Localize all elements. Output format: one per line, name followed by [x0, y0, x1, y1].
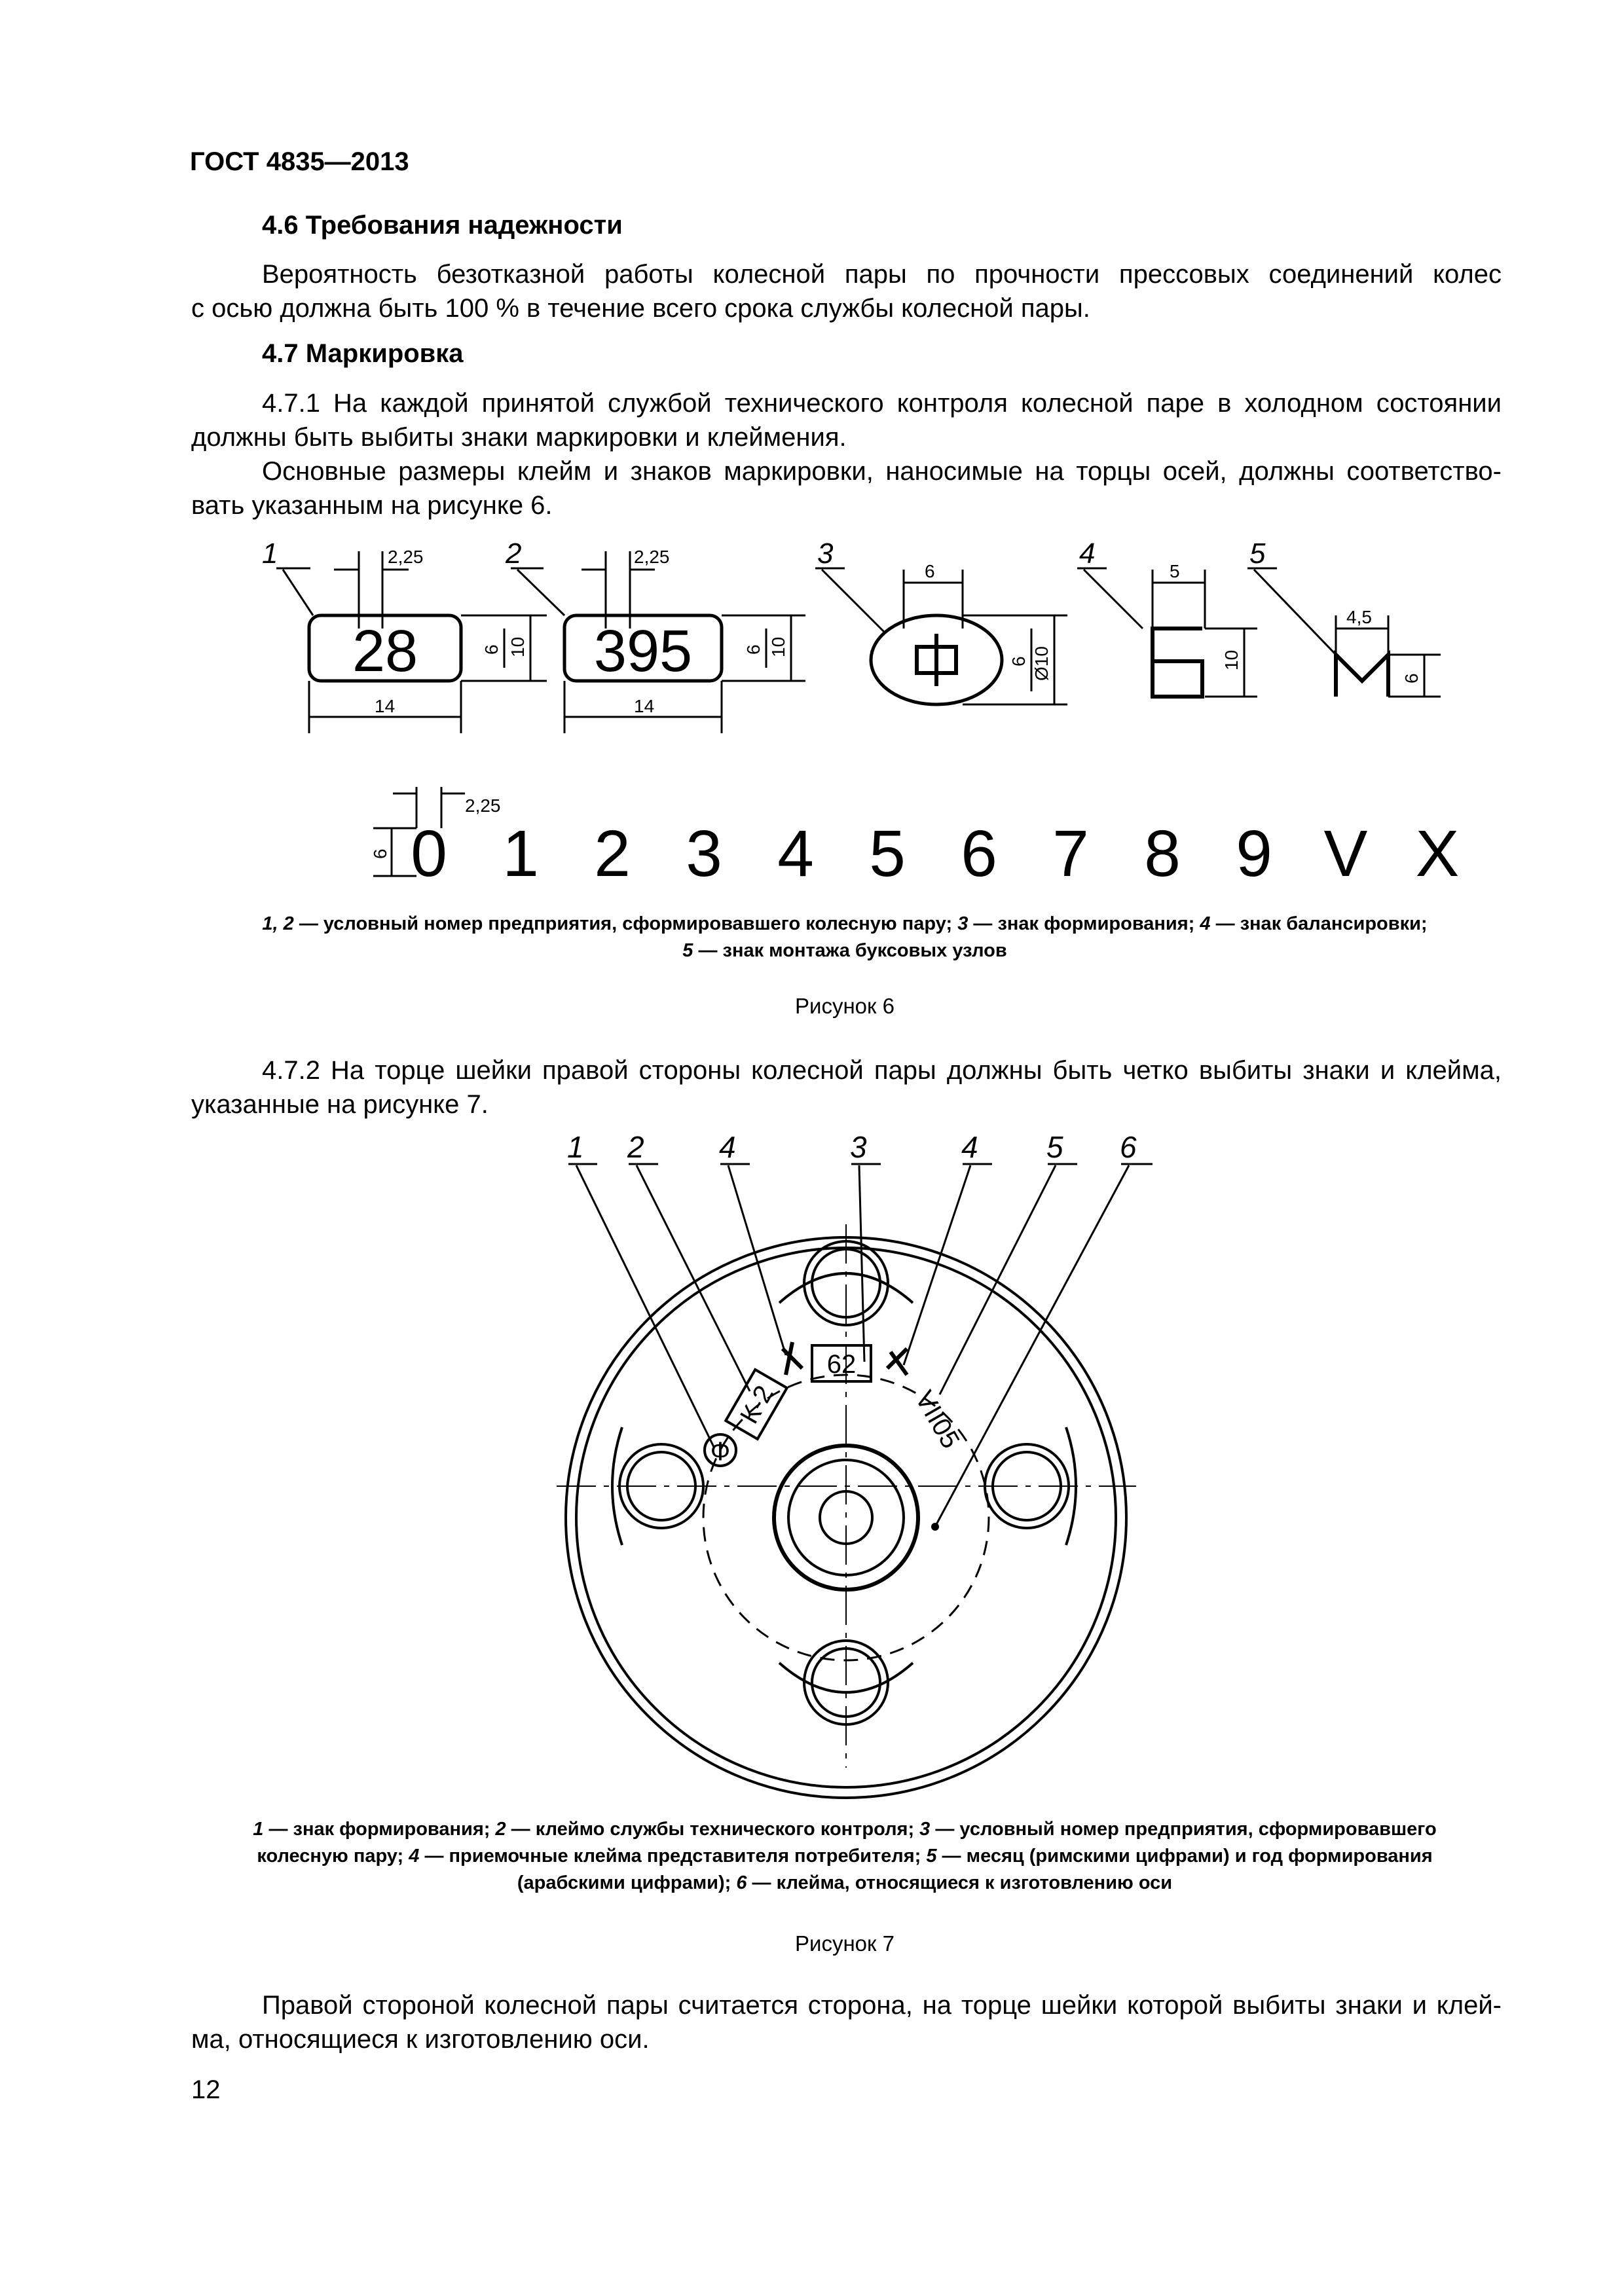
fig6-dim-14-a: 14: [375, 696, 396, 716]
fig6-digit-9: 9: [1236, 817, 1272, 890]
fig6-callout-1: 1: [262, 538, 278, 570]
fig6-callout-3: 3: [817, 538, 834, 570]
section-4-7-1-line1: 4.7.1 На каждой принятой службой технического контроля колесной паре в холодном состоянии: [262, 389, 1502, 418]
figure-6-title: Рисунок 6: [795, 994, 895, 1018]
fig6-dim-2-25-a: 2,25: [388, 547, 424, 567]
fig6-callout-5: 5: [1249, 538, 1266, 570]
section-4-7-2-line1: 4.7.2 На торце шейки правой стороны колесной пары должны быть четко выбиты знаки и клейма,: [262, 1056, 1502, 1085]
fig6-digit-6: 6: [961, 817, 997, 890]
mark-month-year: VII05: [909, 1386, 965, 1453]
fig6-digit-1: 1: [502, 817, 539, 890]
stamp-2-number: 395: [593, 619, 693, 684]
mark-formation-sign: Ф: [710, 1437, 731, 1466]
fig7-callout-4a: 4: [719, 1130, 736, 1164]
fig6-dim-6-d: 6: [1401, 673, 1422, 683]
fig6-dim-6-c: 6: [1008, 656, 1029, 666]
fig6-digit-5: 5: [869, 817, 906, 890]
fig6-dim-6-b: 6: [743, 644, 764, 655]
mark-enterprise-number: 62: [826, 1350, 857, 1379]
fig6-digit-4: 4: [777, 817, 814, 890]
figure-7-caption: 1 — знак формирования; 2 — клеймо службы технического контроля; 3 — условный номер предприятия, сформировавшего колесную пару; 4 — приемочные клейма представителя потребителя; 5 — месяц (римскими цифрами) и год формирования (арабскими цифрами); 6 — клейма, относящиеся к изготовлению оси: [253, 1819, 1437, 1893]
closing-line2: ма, относящиеся к изготовлению оси.: [191, 2025, 650, 2054]
fig6-digit-11: X: [1415, 817, 1460, 890]
fig6-dim-10-b: 10: [768, 636, 788, 657]
section-4-6-line1: Вероятность безотказной работы колесной пары по прочности прессовых соединений колес: [262, 260, 1502, 289]
section-4-7-1-line2: должны быть выбиты знаки маркировки и клеймения.: [191, 423, 847, 452]
fig6-callout-2: 2: [506, 538, 522, 570]
figure-6-caption: 1, 2 — условный номер предприятия, сформировавшего колесную пару; 3 — знак формирования; 4 — знак балансировки; 5 — знак монтажа буксовых узлов: [262, 913, 1428, 961]
fig7-callout-6: 6: [1120, 1130, 1137, 1164]
fig6-dim-5: 5: [1170, 561, 1180, 581]
fig6-digit-0: 0: [411, 817, 447, 890]
fig6-digit-2: 2: [594, 817, 631, 890]
figure-7-drawing: [0, 1113, 1624, 1800]
section-4-7-1-line4: вать указанным на рисунке 6.: [191, 491, 553, 520]
fig6-dim-6-top: 6: [925, 561, 935, 581]
fig7-callout-4b: 4: [961, 1130, 978, 1164]
fig6-dim-10-a: 10: [507, 636, 528, 657]
fig6-dim-4-5: 4,5: [1346, 607, 1372, 627]
fig6-dim-6-a: 6: [481, 644, 502, 655]
fig6-digit-10: V: [1323, 817, 1368, 890]
fig6-dim-6-e: 6: [370, 848, 390, 859]
document-header: ГОСТ 4835—2013: [190, 147, 409, 176]
section-4-6-line2: с осью должна быть 100 % в течение всего срока службы колесной пары.: [191, 294, 1090, 323]
section-4-6-heading: 4.6 Требования надежности: [262, 211, 623, 240]
fig6-dim-2-25-c: 2,25: [465, 795, 501, 816]
section-4-7-1-line3: Основные размеры клейм и знаков маркировки, наносимые на торцы осей, должны соответство-: [262, 457, 1502, 486]
fig6-dim-10-c: 10: [1221, 649, 1242, 670]
fig6-dim-d10: Ø10: [1031, 646, 1052, 681]
section-4-7-2-line2: указанные на рисунке 7.: [191, 1090, 489, 1119]
mark-control-service: К-2: [735, 1381, 779, 1429]
fig7-callout-1: 1: [567, 1130, 584, 1164]
figure-6-drawing: [0, 0, 1624, 917]
fig6-dim-14-b: 14: [634, 696, 655, 716]
section-4-7-heading: 4.7 Маркировка: [262, 339, 464, 368]
fig7-callout-5: 5: [1046, 1130, 1063, 1164]
fig6-digit-7: 7: [1052, 817, 1089, 890]
fig6-dim-2-25-b: 2,25: [634, 547, 670, 567]
stamp-1-number: 28: [352, 619, 418, 684]
fig7-callout-2: 2: [627, 1130, 644, 1164]
page-number: 12: [191, 2075, 221, 2104]
closing-line1: Правой стороной колесной пары считается сторона, на торце шейки которой выбиты знаки и клей-: [262, 1991, 1502, 2020]
fig7-callout-3: 3: [850, 1130, 867, 1164]
fig6-digit-3: 3: [686, 817, 722, 890]
figure-7-title: Рисунок 7: [795, 1931, 895, 1956]
fig6-digit-8: 8: [1144, 817, 1181, 890]
fig6-callout-4: 4: [1079, 538, 1096, 570]
